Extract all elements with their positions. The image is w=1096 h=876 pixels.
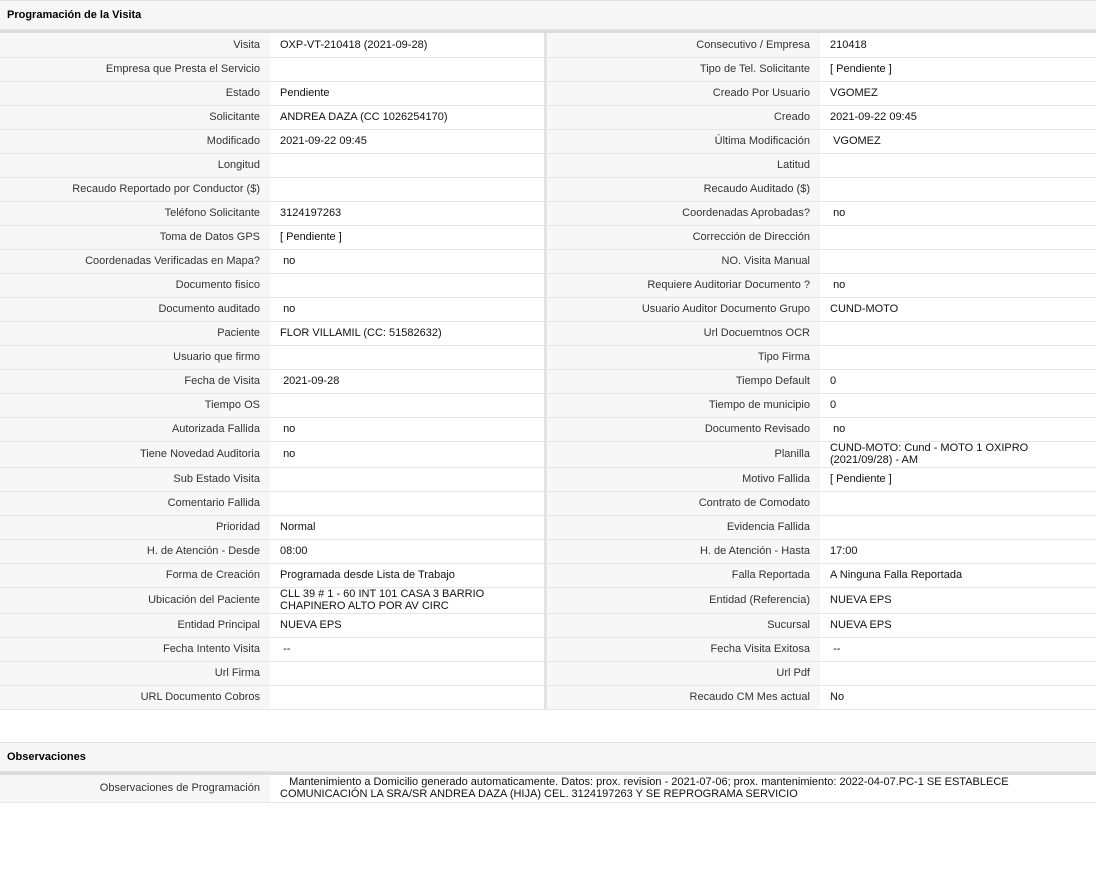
field-value: no bbox=[270, 441, 545, 467]
field-value: FLOR VILLAMIL (CC: 51582632) bbox=[270, 321, 545, 345]
field-label: Comentario Fallida bbox=[0, 491, 270, 515]
field-label: Modificado bbox=[0, 129, 270, 153]
field-label: Teléfono Solicitante bbox=[0, 201, 270, 225]
field-label: NO. Visita Manual bbox=[545, 249, 820, 273]
field-label: Tiene Novedad Auditoria bbox=[0, 441, 270, 467]
field-label: Sucursal bbox=[545, 613, 820, 637]
field-value bbox=[270, 345, 545, 369]
table-row bbox=[0, 345, 1096, 369]
table-row bbox=[0, 321, 1096, 345]
field-label: Fecha Visita Exitosa bbox=[545, 637, 820, 661]
field-label: H. de Atención - Hasta bbox=[545, 539, 820, 563]
field-value: no bbox=[270, 249, 545, 273]
field-label: Planilla bbox=[545, 441, 820, 467]
observaciones-value: Mantenimiento a Domicilio generado automaticamente. Datos: prox. revision - 2021-07-06; prox. mantenimiento: 2022-04-07.PC-1 SE ESTABLECE COMUNICACIÓN LA SRA/SR ANDREA DAZA (HIJA) CEL. 3124197263 Y SE REPROGRAMA SERVICIO bbox=[270, 775, 1096, 803]
table-row bbox=[0, 491, 1096, 515]
field-label: Usuario Auditor Documento Grupo bbox=[545, 297, 820, 321]
field-label: Requiere Auditoriar Documento ? bbox=[545, 273, 820, 297]
field-label: Url Firma bbox=[0, 661, 270, 685]
field-value bbox=[270, 661, 545, 685]
field-label: H. de Atención - Desde bbox=[0, 539, 270, 563]
field-label: Falla Reportada bbox=[545, 563, 820, 587]
table-row bbox=[0, 225, 1096, 249]
field-label: Creado Por Usuario bbox=[545, 81, 820, 105]
field-value: 2021-09-22 09:45 bbox=[820, 105, 1096, 129]
table-row bbox=[0, 563, 1096, 587]
field-label: Url Pdf bbox=[545, 661, 820, 685]
field-value bbox=[270, 57, 545, 81]
field-label: Corrección de Dirección bbox=[545, 225, 820, 249]
field-value: NUEVA EPS bbox=[820, 587, 1096, 613]
field-label: Recaudo Reportado por Conductor ($) bbox=[0, 177, 270, 201]
field-value: NUEVA EPS bbox=[820, 613, 1096, 637]
table-row bbox=[0, 685, 1096, 709]
field-label: Longitud bbox=[0, 153, 270, 177]
field-value bbox=[820, 177, 1096, 201]
observaciones-section bbox=[0, 742, 1096, 804]
field-value: CUND-MOTO: Cund - MOTO 1 OXIPRO (2021/09/28) - AM bbox=[820, 441, 1096, 467]
field-value: 08:00 bbox=[270, 539, 545, 563]
section-title-programacion: Programación de la Visita bbox=[0, 0, 1096, 30]
field-value bbox=[820, 515, 1096, 539]
field-label: Última Modificación bbox=[545, 129, 820, 153]
field-value bbox=[820, 491, 1096, 515]
field-label: Tiempo OS bbox=[0, 393, 270, 417]
field-label: Recaudo Auditado ($) bbox=[545, 177, 820, 201]
field-label: Usuario que firmo bbox=[0, 345, 270, 369]
table-row bbox=[0, 249, 1096, 273]
field-value: no bbox=[820, 417, 1096, 441]
field-value bbox=[820, 225, 1096, 249]
field-value: OXP-VT-210418 (2021-09-28) bbox=[270, 33, 545, 57]
field-label: Coordenadas Aprobadas? bbox=[545, 201, 820, 225]
field-value bbox=[270, 177, 545, 201]
field-value: -- bbox=[270, 637, 545, 661]
table-row bbox=[0, 637, 1096, 661]
observaciones-table bbox=[0, 775, 1096, 804]
field-label: Entidad Principal bbox=[0, 613, 270, 637]
field-value bbox=[270, 491, 545, 515]
field-label: Motivo Fallida bbox=[545, 467, 820, 491]
field-label: Ubicación del Paciente bbox=[0, 587, 270, 613]
field-label: Empresa que Presta el Servicio bbox=[0, 57, 270, 81]
field-label: Fecha Intento Visita bbox=[0, 637, 270, 661]
field-label: Toma de Datos GPS bbox=[0, 225, 270, 249]
field-label: Recaudo CM Mes actual bbox=[545, 685, 820, 709]
table-row bbox=[0, 129, 1096, 153]
field-value: NUEVA EPS bbox=[270, 613, 545, 637]
field-label: Tipo Firma bbox=[545, 345, 820, 369]
field-value bbox=[820, 249, 1096, 273]
field-value: 0 bbox=[820, 393, 1096, 417]
field-value: 0 bbox=[820, 369, 1096, 393]
field-label: Autorizada Fallida bbox=[0, 417, 270, 441]
table-row bbox=[0, 369, 1096, 393]
field-label: Solicitante bbox=[0, 105, 270, 129]
field-label: Visita bbox=[0, 33, 270, 57]
field-value: Programada desde Lista de Trabajo bbox=[270, 563, 545, 587]
field-value bbox=[270, 685, 545, 709]
field-label: Latitud bbox=[545, 153, 820, 177]
table-row bbox=[0, 81, 1096, 105]
field-label: Prioridad bbox=[0, 515, 270, 539]
field-value: A Ninguna Falla Reportada bbox=[820, 563, 1096, 587]
field-value bbox=[820, 321, 1096, 345]
field-value bbox=[820, 345, 1096, 369]
field-value: CUND-MOTO bbox=[820, 297, 1096, 321]
field-label: Tipo de Tel. Solicitante bbox=[545, 57, 820, 81]
field-label: Evidencia Fallida bbox=[545, 515, 820, 539]
field-label: Url Docuemtnos OCR bbox=[545, 321, 820, 345]
table-row bbox=[0, 153, 1096, 177]
section-title-observaciones: Observaciones bbox=[0, 742, 1096, 772]
field-label: Estado bbox=[0, 81, 270, 105]
field-label: Documento Revisado bbox=[545, 417, 820, 441]
table-row bbox=[0, 775, 1096, 803]
field-value: no bbox=[270, 417, 545, 441]
field-value: Pendiente bbox=[270, 81, 545, 105]
field-value: 2021-09-28 bbox=[270, 369, 545, 393]
field-value: No bbox=[820, 685, 1096, 709]
spacer bbox=[0, 710, 1096, 742]
table-row bbox=[0, 613, 1096, 637]
field-value bbox=[820, 661, 1096, 685]
field-label: Entidad (Referencia) bbox=[545, 587, 820, 613]
table-row bbox=[0, 467, 1096, 491]
field-label: Paciente bbox=[0, 321, 270, 345]
field-value: 3124197263 bbox=[270, 201, 545, 225]
field-value: 210418 bbox=[820, 33, 1096, 57]
field-value: VGOMEZ bbox=[820, 81, 1096, 105]
table-row bbox=[0, 33, 1096, 57]
field-value: 17:00 bbox=[820, 539, 1096, 563]
field-value bbox=[270, 153, 545, 177]
field-value: -- bbox=[820, 637, 1096, 661]
field-value: [ Pendiente ] bbox=[820, 467, 1096, 491]
programacion-table bbox=[0, 33, 1096, 710]
field-value bbox=[270, 273, 545, 297]
field-label: Observaciones de Programación bbox=[0, 775, 270, 803]
field-label: Sub Estado Visita bbox=[0, 467, 270, 491]
field-value: [ Pendiente ] bbox=[820, 57, 1096, 81]
table-row bbox=[0, 297, 1096, 321]
field-label: Consecutivo / Empresa bbox=[545, 33, 820, 57]
table-row bbox=[0, 661, 1096, 685]
table-row bbox=[0, 273, 1096, 297]
table-row bbox=[0, 57, 1096, 81]
field-label: Documento fisico bbox=[0, 273, 270, 297]
field-value: no bbox=[820, 201, 1096, 225]
field-value: Normal bbox=[270, 515, 545, 539]
field-value: no bbox=[270, 297, 545, 321]
field-label: Contrato de Comodato bbox=[545, 491, 820, 515]
field-label: Tiempo Default bbox=[545, 369, 820, 393]
field-value bbox=[820, 153, 1096, 177]
table-row bbox=[0, 587, 1096, 613]
table-row bbox=[0, 201, 1096, 225]
field-label: Fecha de Visita bbox=[0, 369, 270, 393]
table-row bbox=[0, 417, 1096, 441]
field-value: 2021-09-22 09:45 bbox=[270, 129, 545, 153]
field-label: Forma de Creación bbox=[0, 563, 270, 587]
field-value bbox=[270, 467, 545, 491]
field-value: VGOMEZ bbox=[820, 129, 1096, 153]
field-label: Documento auditado bbox=[0, 297, 270, 321]
field-value: [ Pendiente ] bbox=[270, 225, 545, 249]
field-value bbox=[270, 393, 545, 417]
table-row bbox=[0, 393, 1096, 417]
field-label: Coordenadas Verificadas en Mapa? bbox=[0, 249, 270, 273]
table-row bbox=[0, 105, 1096, 129]
field-label: Tiempo de municipio bbox=[545, 393, 820, 417]
table-row bbox=[0, 177, 1096, 201]
table-row bbox=[0, 515, 1096, 539]
field-value: CLL 39 # 1 - 60 INT 101 CASA 3 BARRIO CHAPINERO ALTO POR AV CIRC bbox=[270, 587, 545, 613]
table-row bbox=[0, 539, 1096, 563]
table-row bbox=[0, 441, 1096, 467]
field-value: ANDREA DAZA (CC 1026254170) bbox=[270, 105, 545, 129]
field-value: no bbox=[820, 273, 1096, 297]
field-label: Creado bbox=[545, 105, 820, 129]
field-label: URL Documento Cobros bbox=[0, 685, 270, 709]
